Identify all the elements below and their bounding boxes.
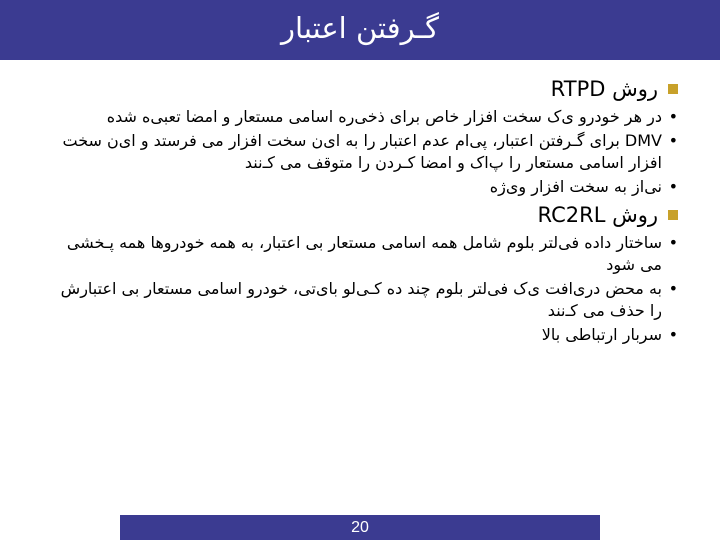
- bullet-text: در هر خودرو ی‌ک سخت افزار خاص برای ذخی‌ره اسامی مستعار و امضا تعبی‌ه شده: [106, 107, 662, 126]
- bullet-dot-icon: •: [668, 233, 678, 252]
- bullet-text: نی‌از به سخت افزار وی‌ژه: [489, 177, 662, 196]
- bullet-text: به محض دری‌افت ی‌ک فی‌لتر بلوم چند ده کـی‌لو بای‌تی، خودرو اسامی مستعار بی اعتبارش را حذف می کـ‌نند: [60, 279, 662, 320]
- footer-bar: [120, 515, 600, 540]
- bullet-dot-icon: •: [668, 279, 678, 298]
- bullet-item: [60, 324, 678, 346]
- bullet-dot-icon: •: [668, 325, 678, 344]
- square-bullet-icon: [668, 210, 678, 220]
- square-bullet-icon: [668, 84, 678, 94]
- bullet-item: [60, 278, 678, 322]
- bullet-item: [60, 232, 678, 276]
- bullet-dot-icon: •: [668, 177, 678, 196]
- bullet-item: [60, 130, 678, 174]
- bullet-item: [60, 176, 678, 198]
- bullet-text: ساختار داده فی‌لتر بلوم شامل همه اسامی مستعار بی اعتبار، به همه خودروها همه پـخشی می شود: [66, 233, 662, 274]
- section-heading-rtpd: [60, 76, 678, 102]
- bullet-dot-icon: •: [668, 131, 678, 150]
- slide-title: گـرفتن اعتبار: [281, 11, 439, 45]
- page-number: 20: [351, 518, 369, 536]
- bullet-text: سربار ارتباطی بالا: [541, 325, 662, 344]
- title-bar: [0, 0, 720, 60]
- bullet-item: [60, 106, 678, 128]
- section-heading-label: روش RC2RL: [537, 203, 658, 227]
- section-heading-rc2rl: [60, 202, 678, 228]
- section-heading-label: روش RTPD: [550, 77, 658, 101]
- bullet-text: DMV برای گـرفتن اعتبار، پی‌ام عدم اعتبار را به ای‌ن سخت افزار می فرستد و ای‌ن سخت افزار اسامی مستعار را پ‌اک و امضا کـردن را متوقف می کـ‌نند: [62, 131, 662, 172]
- bullet-dot-icon: •: [668, 107, 678, 126]
- slide-content: [60, 76, 678, 348]
